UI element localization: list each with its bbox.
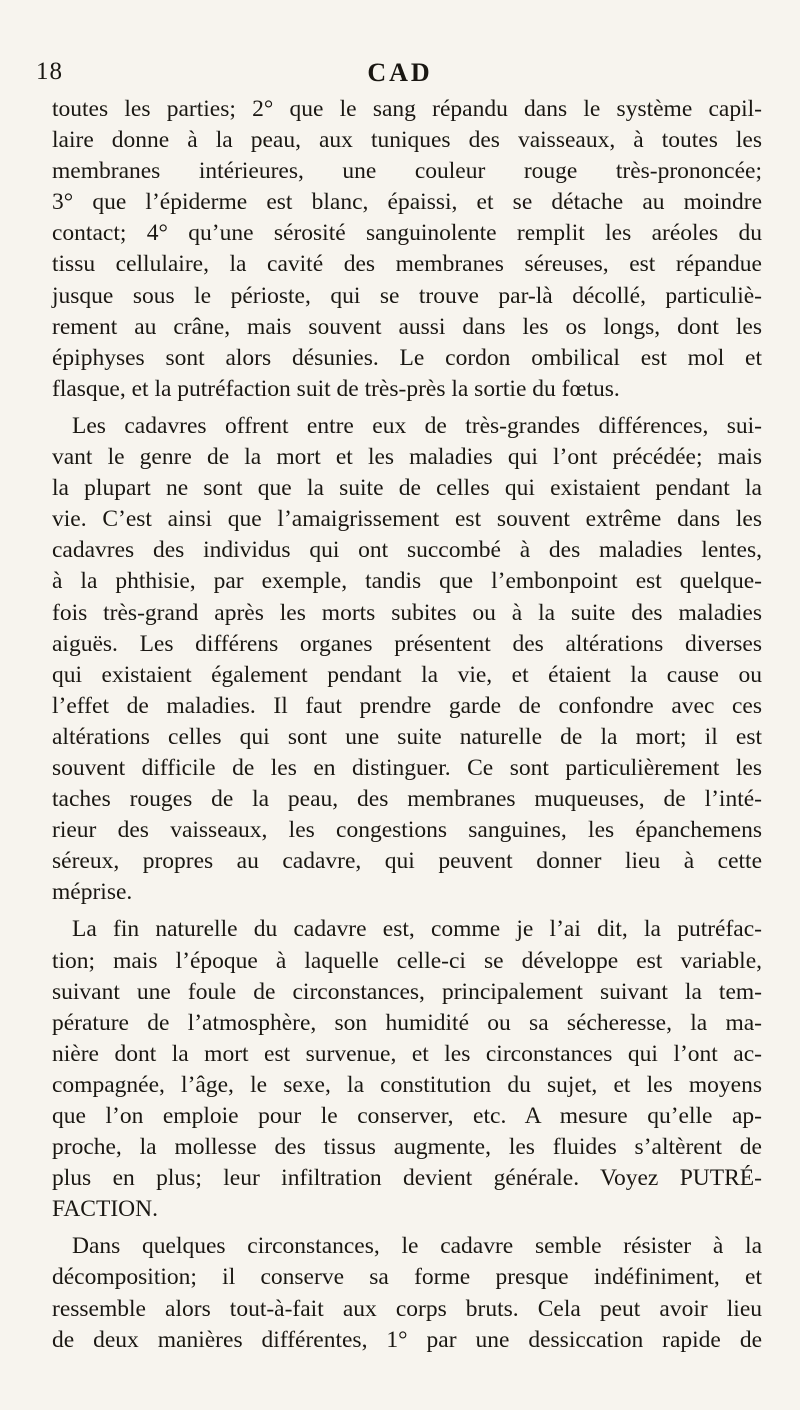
text-line: séreux, propres au cadavre, qui peuvent donner lieu à cette — [52, 848, 762, 875]
text-line: flasque, et la putréfaction suit de très-près la sortie du fœtus. — [52, 375, 620, 402]
text-line: Les cadavres offrent entre eux de très-grandes différences, sui- — [72, 412, 762, 439]
text-line: laire donne à la peau, aux tuniques des vaisseaux, à toutes les — [52, 127, 762, 154]
text-line: la plupart ne sont que la suite de celles qui existaient pendant la — [52, 475, 762, 502]
text-line: nière dont la mort est survenue, et les circonstances qui l’ont ac- — [52, 1040, 762, 1067]
text-line: de deux manières différentes, 1° par une dessiccation rapide de — [52, 1326, 762, 1353]
text-line: aiguës. Les différens organes présentent des altérations diverses — [52, 630, 762, 657]
text-line: fois très-grand après les morts subites ou à la suite des maladies — [52, 599, 762, 626]
paragraph-2 — [52, 411, 762, 909]
body-text — [52, 94, 762, 1356]
text-line: tissu cellulaire, la cavité des membranes séreuses, est répandue — [52, 251, 762, 278]
text-line: 3° que l’épiderme est blanc, épaissi, et se détache au moindre — [52, 189, 762, 216]
text-line: suivant une foule de circonstances, principalement suivant la tem- — [52, 978, 762, 1005]
running-head: CAD — [367, 58, 433, 87]
text-line: pérature de l’atmosphère, son humidité ou sa sécheresse, la ma- — [52, 1009, 762, 1036]
text-line: taches rouges de la peau, des membranes muqueuses, de l’inté- — [52, 786, 762, 813]
text-line: tion; mais l’époque à laquelle celle-ci se développe est variable, — [52, 947, 762, 974]
text-line: l’effet de maladies. Il faut prendre garde de confondre avec ces — [52, 692, 762, 719]
text-line: jusque sous le périoste, qui se trouve par-là décollé, particuliè- — [52, 282, 762, 309]
text-line: Dans quelques circonstances, le cadavre semble résister à la — [72, 1233, 762, 1260]
text-line: cadavres des individus qui ont succombé à des maladies lentes, — [52, 537, 762, 564]
text-line: à la phthisie, par exemple, tandis que l’embonpoint est quelque- — [52, 568, 762, 595]
text-line: souvent difficile de les en distinguer. Ce sont particulièrement les — [52, 754, 762, 781]
text-line: ressemble alors tout-à-fait aux corps bruts. Cela peut avoir lieu — [52, 1295, 762, 1322]
text-line: plus en plus; leur infiltration devient générale. Voyez PUTRÉ- — [52, 1165, 762, 1192]
text-line: toutes les parties; 2° que le sang répandu dans le système capil- — [52, 96, 762, 122]
text-line: proche, la mollesse des tissus augmente, les fluides s’altèrent de — [52, 1134, 762, 1161]
text-line: FACTION. — [52, 1196, 158, 1223]
text-line: La fin naturelle du cadavre est, comme je l’ai dit, la putréfac- — [72, 916, 762, 943]
text-line: rieur des vaisseaux, les congestions sanguines, les épanchemens — [52, 817, 762, 844]
text-line: contact; 4° qu’une sérosité sanguinolente remplit les aréoles du — [52, 220, 762, 247]
text-line: rement au crâne, mais souvent aussi dans les os longs, dont les — [52, 313, 762, 340]
text-line: que l’on emploie pour le conserver, etc. A mesure qu’elle ap- — [52, 1103, 762, 1129]
text-line: épiphyses sont alors désunies. Le cordon ombilical est mol et — [52, 344, 762, 371]
page-header — [36, 58, 764, 90]
text-line: compagnée, l’âge, le sexe, la constitution du sujet, et les moyens — [52, 1071, 762, 1098]
paragraph-1 — [52, 94, 762, 405]
text-line: qui existaient également pendant la vie, et étaient la cause ou — [52, 661, 762, 688]
page-number: 18 — [36, 58, 63, 85]
text-line: membranes intérieures, une couleur rouge très-prononcée; — [52, 158, 762, 185]
text-line: altérations celles qui sont une suite naturelle de la mort; il est — [52, 723, 762, 750]
text-line: méprise. — [52, 879, 133, 906]
text-line: vant le genre de la mort et les maladies qui l’ont précédée; mais — [52, 444, 762, 471]
text-line: vie. C’est ainsi que l’amaigrissement est souvent extrême dans les — [52, 506, 762, 533]
text-line: décomposition; il conserve sa forme presque indéfiniment, et — [52, 1264, 762, 1291]
paragraph-3 — [52, 914, 762, 1225]
paragraph-4 — [52, 1231, 762, 1355]
